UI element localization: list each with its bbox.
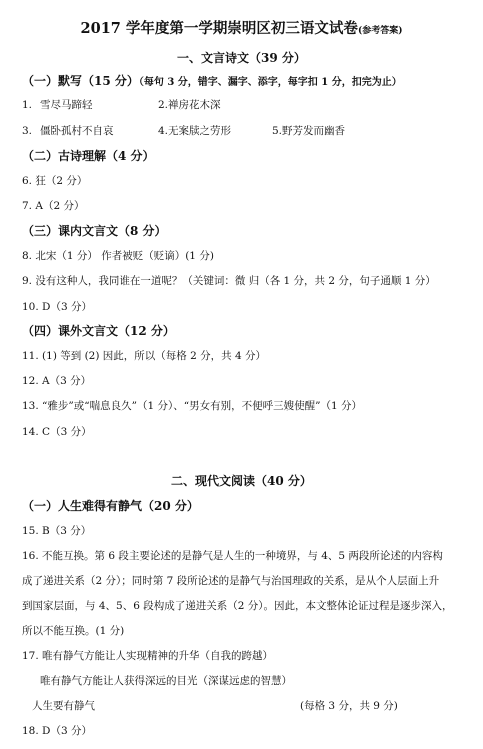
answer-item: 8. 北宋（1 分） 作者被贬（贬谪）(1 分) (22, 250, 214, 262)
subsection-heading-inclass-classical: （三）课内文言文（8 分） (22, 224, 167, 238)
answer-item: 6. 狂（2 分） (22, 175, 88, 187)
answer-text: 4.无案牍之劳形 (158, 125, 232, 137)
section-heading-classical: 一、文言诗文（39 分） (177, 51, 306, 65)
answer-paragraph-line: 成了递进关系（2 分）；同时第 7 段所论述的是静气与治国理政的关系，是从个人层面上升 (22, 575, 440, 587)
title-suffix: (参考答案) (357, 26, 403, 36)
answer-paragraph-line: 16. 不能互换。第 6 段主要论述的是静气是人生的一种境界，与 4、5 两段所论述的内容构 (22, 550, 443, 562)
answer-row (22, 98, 32, 112)
answer-item: 人生要有静气 (32, 700, 95, 712)
answer-item: 13. “雅步”或“喘息良久”（1 分）、“男女有别，不便呼三嫂使醒”（1 分） (22, 400, 363, 412)
answer-item: 15. B（3 分） (22, 525, 92, 537)
scoring-note: (每格 3 分，共 9 分) (300, 700, 398, 712)
answer-item: 17. 唯有静气方能让人实现精神的升华（自我的跨越） (22, 650, 274, 662)
subsection-heading-extracurricular-classical: （四）课外文言文（12 分） (22, 324, 175, 338)
title-text: 2017 学年度第一学期崇明区初三语文试卷 (80, 20, 358, 37)
page-title (0, 22, 483, 38)
answer-item: 12. A（3 分） (22, 375, 92, 387)
answer-number: 3. (22, 125, 33, 137)
answer-number: 1. (22, 99, 33, 111)
subsection-heading-calm: （一）人生难得有静气（20 分） (22, 499, 199, 513)
dictation-heading: （一）默写（15 分） (22, 74, 139, 88)
subsection-heading-poetry: （二）古诗理解（4 分） (22, 149, 155, 163)
section-heading-modern-reading: 二、现代文阅读（40 分） (171, 474, 312, 488)
answer-paragraph-line: 到国家层面，与 4、5、6 段构成了递进关系（2 分）。因此，本文整体论证过程是逐步深入， (22, 600, 453, 612)
answer-item: 18. D（3 分） (22, 725, 92, 737)
answer-item: 9. 没有这种人，我同谁在一道呢？（关键词：微 归（各 1 分，共 2 分，句子通顺 1 分） (22, 275, 436, 287)
answer-text: 雪尽马蹄轻 (40, 99, 93, 111)
answer-item: 10. D（3 分） (22, 301, 92, 313)
subsection-heading-dictation (22, 74, 402, 90)
answer-text: 僵卧孤村不自哀 (40, 125, 114, 137)
answer-item: 7. A（2 分） (22, 200, 85, 212)
answer-item: 11. (1) 等到 (2) 因此，所以（每格 2 分，共 4 分） (22, 350, 267, 362)
answer-item: 14. C（3 分） (22, 426, 92, 438)
answer-text: 2.禅房花木深 (158, 99, 221, 111)
answer-item: 唯有静气方能让人获得深远的目光（深谋远虑的智慧） (40, 675, 292, 687)
dictation-scoring-note: （每句 3 分，错字、漏字、添字，每字扣 1 分，扣完为止） (138, 77, 402, 88)
answer-paragraph-line: 所以不能互换。(1 分) (22, 625, 125, 637)
answer-text: 5.野芳发而幽香 (272, 125, 346, 137)
